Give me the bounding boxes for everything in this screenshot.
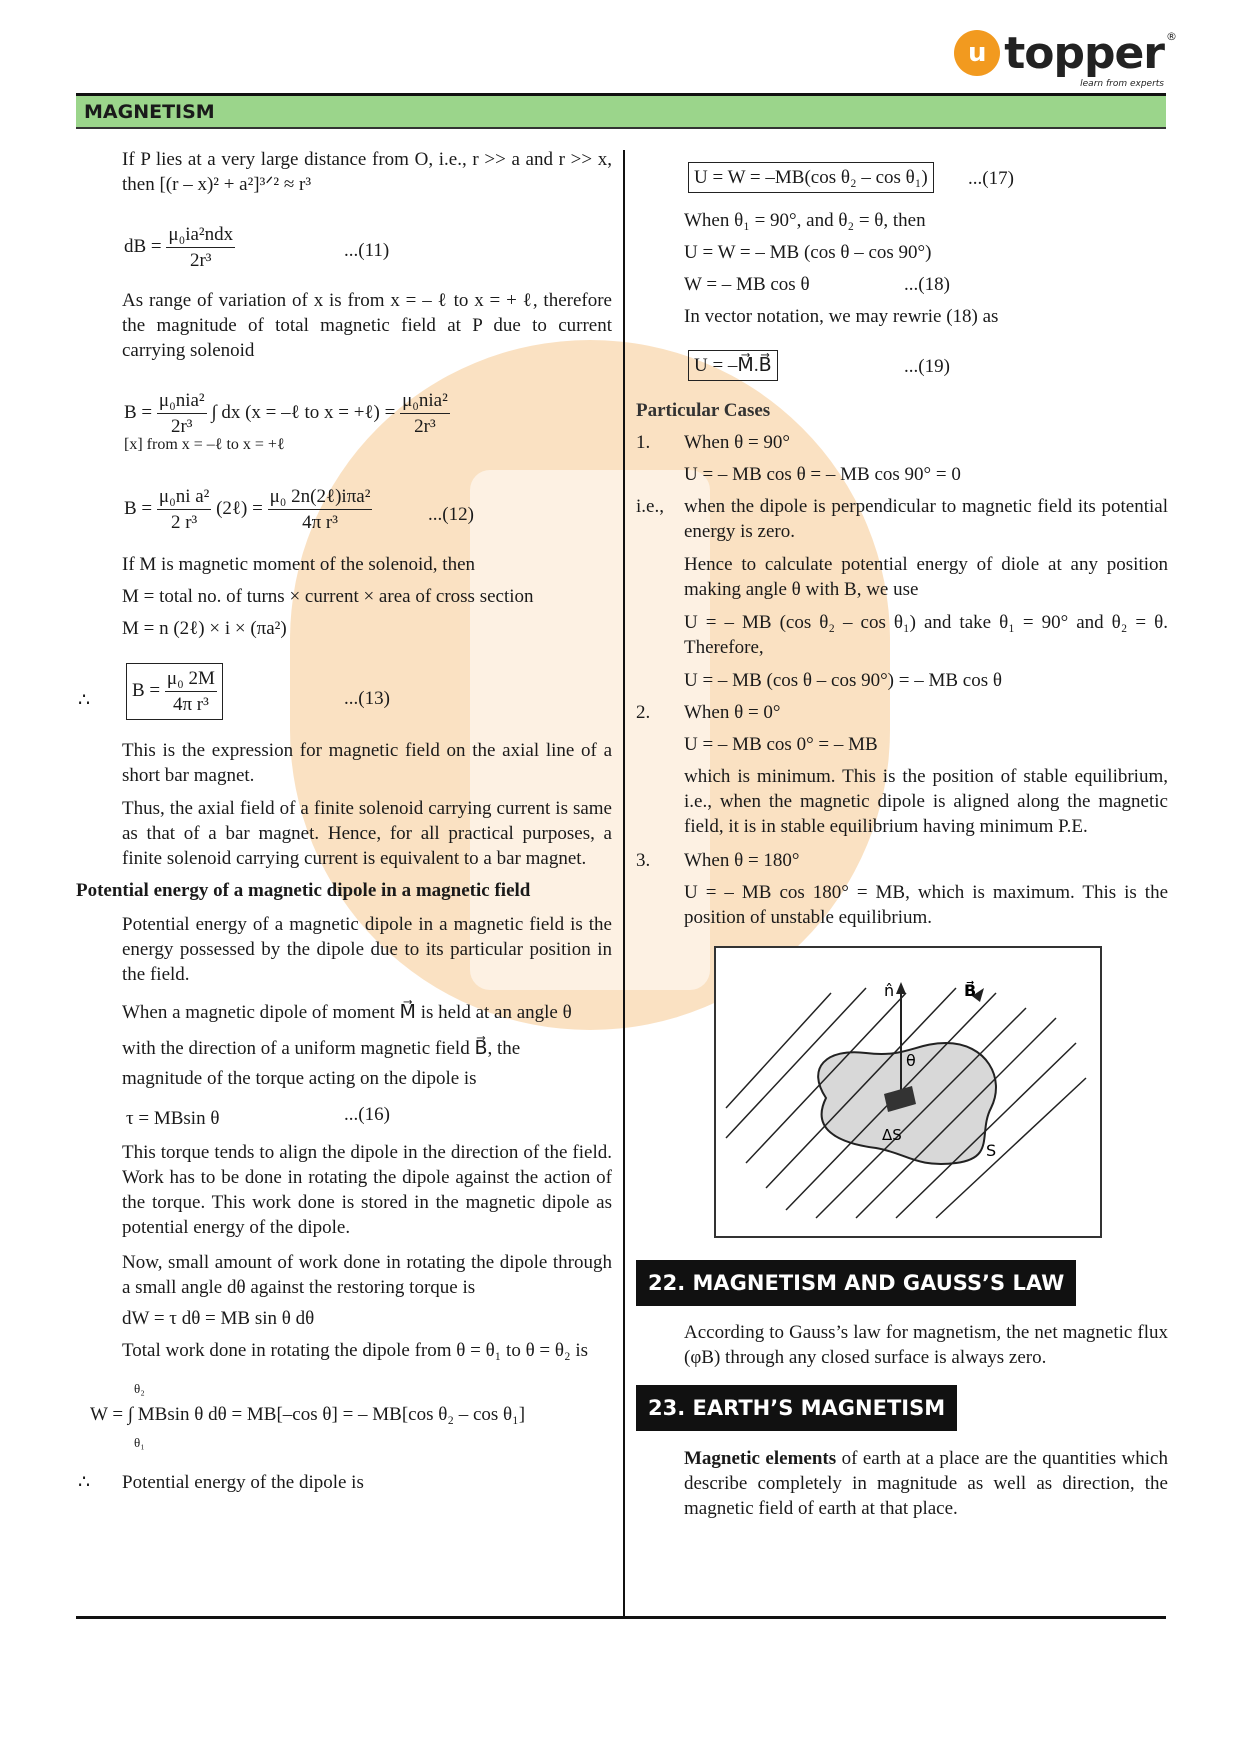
surface-label: S <box>986 1141 997 1160</box>
eq11-num: μ₀ia²ndx <box>166 222 235 248</box>
footer-rule <box>76 1616 1166 1619</box>
eqB-rhs: [x] from x = –ℓ to x = +ℓ <box>124 436 285 453</box>
logo-text <box>1004 27 1176 89</box>
case-1-hence: Hence to calculate potential energy of diole at any position making angle θ with B, we use <box>684 554 1168 600</box>
right-line-2: U = W = – MB (cos θ – cos 90°) <box>684 242 932 263</box>
eq13-box <box>126 663 223 720</box>
left-para-13: Total work done in rotating the dipole from θ = θ₁ to θ = θ₂ is <box>122 1340 589 1361</box>
logo-circle-icon: u <box>954 30 1000 76</box>
eq11-fraction <box>166 222 235 273</box>
left-para-11: Now, small amount of work done in rotating the dipole through a small angle dθ against the restoring torque is <box>122 1252 612 1298</box>
case-1-result: U = – MB (cos θ – cos 90°) = – MB cos θ <box>684 670 1002 691</box>
eq13-fraction <box>165 666 217 717</box>
brand-reg: ® <box>1166 29 1176 43</box>
eq12-number: ...(12) <box>428 504 474 525</box>
case-1-title: When θ = 90° <box>684 432 791 453</box>
equation-19 <box>688 350 778 381</box>
therefore-symbol-2: ∴ <box>78 1472 91 1493</box>
equation-13 <box>126 663 223 720</box>
eqW-upper-limit: θ₂ <box>134 1381 145 1396</box>
eqW-lower-limit: θ₁ <box>134 1435 145 1450</box>
right-line-4: In vector notation, we may rewrie (18) as <box>684 306 999 327</box>
eqB-den: 2r³ <box>170 416 193 437</box>
left-para-2: As range of variation of x is from x = – ℓ to x = + ℓ, therefore the magnitude of total magnetic field at P due to current carrying solenoid <box>122 290 612 361</box>
eq11-number: ...(11) <box>344 240 390 261</box>
gauss-surface-figure <box>714 946 1102 1238</box>
left-para-9b <box>122 1036 612 1061</box>
case-1-equation: U = – MB cos θ = – MB cos 90° = 0 <box>684 464 961 485</box>
equation-17 <box>688 162 934 193</box>
normal-label: n̂ <box>884 981 895 1000</box>
left-para-8: Potential energy of a magnetic dipole in a magnetic field is the energy possessed by the dipole due to its particular position in the field. <box>122 914 612 985</box>
eq12-fraction-2 <box>268 484 373 535</box>
eqB-lhs: B = <box>124 401 153 423</box>
section-23-body: of earth at a place are the quantities which describe completely in magnitude as well as direction, the magnetic field of earth at that place. <box>684 1448 1168 1519</box>
eq12-mid: (2ℓ) = <box>216 497 263 519</box>
particular-cases-heading: Particular Cases <box>636 400 771 421</box>
eq13-num: μ₀ 2M <box>165 666 217 692</box>
right-line-1: When θ₁ = 90°, and θ₂ = θ, then <box>684 210 926 231</box>
case-1-number: 1. <box>636 432 651 453</box>
case-3-title: When θ = 180° <box>684 850 800 871</box>
eq17-box: U = W = –MB(cos θ₂ – cos θ₁) <box>688 162 934 193</box>
therefore-symbol: ∴ <box>78 690 91 711</box>
eq19-box: U = –M⃗.B⃗ <box>688 350 778 381</box>
section-23-text <box>684 1446 1168 1521</box>
eqB-den-2: 2r³ <box>414 416 436 437</box>
equation-12 <box>124 484 372 535</box>
section-22-heading: 22. MAGNETISM AND GAUSS’S LAW <box>636 1260 1076 1306</box>
case-3-text: U = – MB cos 180° = MB, which is maximum. This is the position of unstable equilibrium. <box>684 882 1168 928</box>
section-23-heading: 23. EARTH’S MAGNETISM <box>636 1385 957 1431</box>
p9-vector-M: M⃗ <box>399 1002 416 1023</box>
ie-label: i.e., <box>636 496 664 517</box>
left-para-6: This is the expression for magnetic field on the axial line of a short bar magnet. <box>122 740 612 786</box>
eqB-fraction-2 <box>400 388 450 439</box>
eq11-lhs: dB = <box>124 235 162 257</box>
eq12-num1: μ₀ni a² <box>157 484 211 510</box>
magnetic-elements-term: Magnetic elements <box>684 1448 837 1469</box>
p9-text-d: , the <box>487 1038 521 1059</box>
eq16-number: ...(16) <box>344 1104 390 1125</box>
topper-logo <box>954 22 1176 89</box>
left-para-5: M = n (2ℓ) × i × (πa²) <box>122 618 287 639</box>
chapter-banner: MAGNETISM <box>76 96 1166 129</box>
eqB-integral: ∫ dx (x = –ℓ to x = +ℓ) <box>211 401 380 423</box>
left-para-9 <box>122 1000 612 1025</box>
eqB-num-2: μ₀nia² <box>400 388 450 414</box>
left-para-7: Thus, the axial field of a finite solenoid carrying current is same as that of a bar magnet. Hence, for all practical purposes, a finite solenoid carrying current is equivalent to a bar magnet. <box>122 798 612 869</box>
left-para-1: If P lies at a very large distance from O, i.e., r >> a and r >> x, then [(r – x)² + a²]³ᐟ² ≈ r³ <box>122 149 612 195</box>
eq18-number: ...(18) <box>904 274 950 295</box>
eq11-den: 2r³ <box>189 250 212 271</box>
brand-tagline: learn from experts <box>1080 78 1164 89</box>
left-para-4: M = total no. of turns × current × area of cross section <box>122 586 534 607</box>
eq12-den1: 2 r³ <box>170 512 198 533</box>
p9-text-a: When a magnetic dipole of moment <box>122 1002 395 1023</box>
eqB-equals: = <box>384 401 396 423</box>
eq13-den: 4π r³ <box>172 694 209 715</box>
case-1-formula: U = – MB (cos θ₂ – cos θ₁) and take θ₁ = 90° and θ₂ = θ. Therefore, <box>684 612 1168 658</box>
eq13-number: ...(13) <box>344 688 390 709</box>
equation-W: W = ∫ MBsin θ dθ = MB[–cos θ] = – MB[cos θ₂ – cos θ₁] <box>90 1404 526 1425</box>
eq17-number: ...(17) <box>968 168 1014 189</box>
case-1-text: when the dipole is perpendicular to magnetic field its potential energy is zero. <box>684 496 1168 542</box>
eq13-lhs: B = <box>132 679 161 701</box>
eq12-den2: 4π r³ <box>302 512 338 533</box>
section-heading-potential-energy: Potential energy of a magnetic dipole in a magnetic field <box>76 880 531 901</box>
left-para-10: This torque tends to align the dipole in the direction of the field. Work has to be done in rotating the dipole against the action of the torque. This work done is stored in the magnetic dipole as potential energy of the dipole. <box>122 1142 612 1238</box>
left-para-14: Potential energy of the dipole is <box>122 1472 364 1493</box>
p9-text-c: with the direction of a uniform magnetic field <box>122 1038 470 1059</box>
gauss-figure-svg <box>716 948 1100 1236</box>
eq12-num2: μ₀ 2n(2ℓ)iπa² <box>268 484 373 510</box>
field-line <box>726 993 831 1108</box>
p9-text-b: is held at an angle θ <box>420 1002 572 1023</box>
field-label: B⃗ <box>964 981 977 1000</box>
eq12-fraction-1 <box>157 484 211 535</box>
left-para-12: dW = τ dθ = MB sin θ dθ <box>122 1308 315 1329</box>
eqB-num: μ₀nia² <box>157 388 207 414</box>
delta-s-label: ΔS <box>882 1126 902 1144</box>
case-2-number: 2. <box>636 702 651 723</box>
eq12-lhs: B = <box>124 497 153 519</box>
equation-16: τ = MBsin θ <box>126 1108 220 1129</box>
brand-name: topper <box>1004 27 1164 79</box>
left-para-3: If M is magnetic moment of the solenoid, then <box>122 554 476 575</box>
theta-label: θ <box>906 1051 916 1070</box>
column-divider <box>623 150 625 1617</box>
p9-vector-B: B⃗ <box>474 1038 488 1059</box>
case-2-equation: U = – MB cos 0° = – MB <box>684 734 878 755</box>
case-3-number: 3. <box>636 850 651 871</box>
normal-arrowhead <box>896 982 906 994</box>
case-2-title: When θ = 0° <box>684 702 781 723</box>
equation-11 <box>124 222 235 273</box>
right-line-3: W = – MB cos θ <box>684 274 810 295</box>
section-22-text: According to Gauss’s law for magnetism, the net magnetic flux (φB) through any closed surface is always zero. <box>684 1322 1168 1368</box>
case-2-text: which is minimum. This is the position of stable equilibrium, i.e., when the magnetic dipole is aligned along the magnetic field, it is in stable equilibrium having minimum P.E. <box>684 766 1168 837</box>
eq19-number: ...(19) <box>904 356 950 377</box>
left-para-9c: magnitude of the torque acting on the dipole is <box>122 1068 477 1089</box>
